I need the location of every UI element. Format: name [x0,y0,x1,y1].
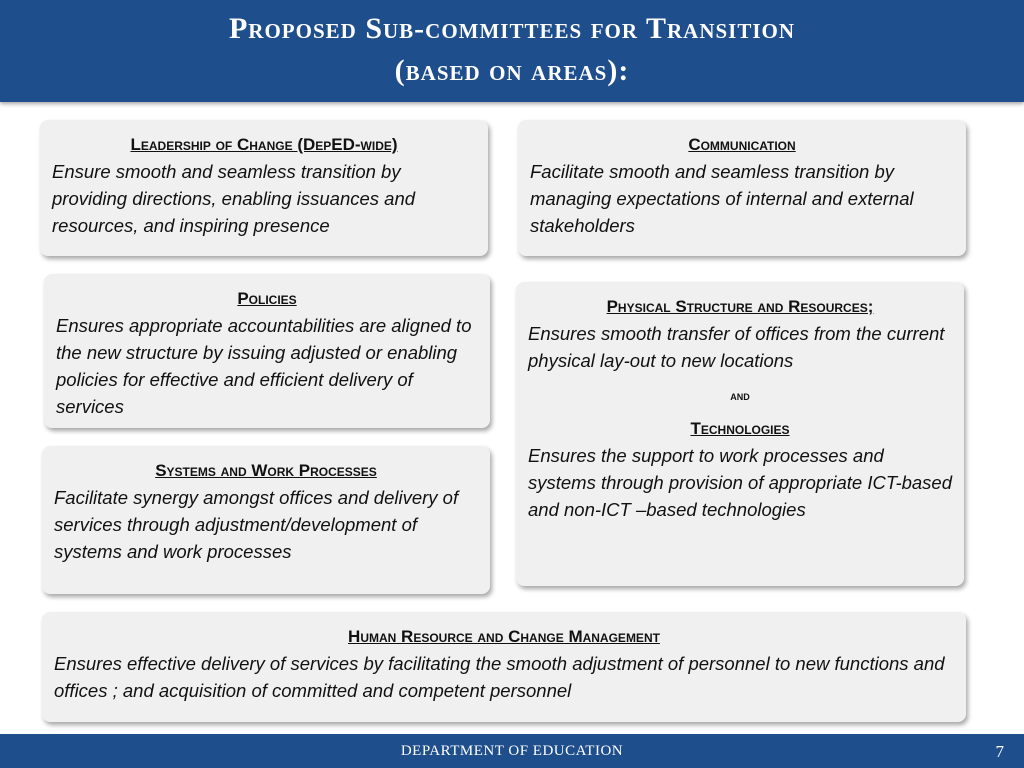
communication-title: Communication [688,135,796,154]
leadership-title: Leadership of Change (DepED-wide) [130,135,398,154]
slide-title-line-2: (based on areas): [394,54,630,87]
leadership-text: Ensure smooth and seamless transition by providing directions, enabling issuances and resources, and inspiring presence [52,161,416,236]
leadership-box [40,120,488,256]
communication-text: Facilitate smooth and seamless transition by managing expectations of internal and external stakeholders [530,161,914,236]
systems-box [42,446,490,594]
policies-title: Policies [237,289,297,308]
conjunction-and: and [730,388,750,403]
policies-box [44,274,490,428]
hr-title: Human Resource and Change Management [348,627,660,646]
physical-text: Ensures smooth transfer of offices from the current physical lay-out to new locations [528,323,945,371]
communication-box [518,120,966,256]
physical-technologies-box [516,282,964,586]
footer-bar [0,734,1024,768]
hr-box [42,612,966,722]
footer-department: DEPARTMENT OF EDUCATION [400,743,624,759]
title-banner [0,0,1024,102]
page-number: 7 [995,742,1004,761]
policies-text: Ensures appropriate accountabilities are aligned to the new structure by issuing adjusted or enabling policies for effective and efficient delivery of services [56,315,472,417]
systems-text: Facilitate synergy amongst offices and delivery of services through adjustment/development of systems and work processes [54,487,459,562]
technologies-text: Ensures the support to work processes and systems through provision of appropriate ICT-based and non-ICT –based technologies [528,445,953,520]
technologies-title: Technologies [690,419,790,438]
physical-title: Physical Structure and Resources; [606,297,874,316]
hr-text: Ensures effective delivery of services by facilitating the smooth adjustment of personnel to new functions and offices ; and acquisition of committed and competent personnel [54,653,945,701]
systems-title: Systems and Work Processes [155,461,377,480]
slide-title-line-1: Proposed Sub-committees for Transition [228,12,796,45]
slide-title [0,8,1024,92]
